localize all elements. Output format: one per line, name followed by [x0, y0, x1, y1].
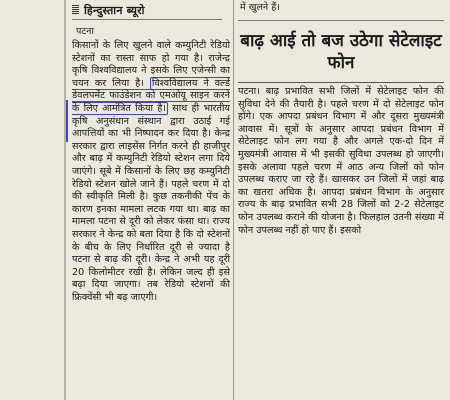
byline-icon [72, 5, 79, 14]
headline: बाढ़ आई तो बज उठेगा सेटेलाइट फोन [240, 31, 442, 73]
dateline: पटना [76, 26, 94, 37]
paragraph-continued: साथ ही भारतीय कृषि अनुसंधान संस्थान द्वारा उठाई गई आपत्तियों का भी निष्पादन कर दिया है। केन्द्र सरकार द्वारा लाइसेंस निर्गत करने ही हाजीपुर और बाढ़ में कम्युनिटी रेडियो स्टेशन लगा दिये जाएंगे। सूबे में किसानों के लिए छह कम्युनिटी रेडियो स्टेशन खोले जाने हैं। पहले चरण में दो की स्वीकृति मिली है। कुछ तकनीकी पेंच के कारण इनका मामला लटक गया था। बाढ़ का मामला पटना से दूरी को लेकर फंसा था। राज्य सरकार ने केन्द्र को बता दिया है कि दो स्टेशनों के बीच के लिए निर्धारित दूरी से ज्यादा है पटना से बाढ़ की दूरी। केन्द्र ने अभी यह दूरी 20 किलोमीटर रखी है। लेकिन जल्द ही इसे बढ़ा दिया जाएगा। तब रेडियो स्टेशनों की फ्रिक्वेंसी भी बढ़ जाएगी। [72, 102, 230, 303]
byline-rule [72, 19, 222, 20]
satellite-article-body: पटना। बाढ़ प्रभावित सभी जिलों में सेटेलाइट फोन की सुविधा देने की तैयारी है। पहले चरण में दो सेटेलाइट फोन होंगे। एक आपदा प्रबंधन विभाग में और दूसरा मुख्यमंत्री आवास में। सूत्रों के अनुसार आपदा प्रबंधन विभाग में सेटेलाइट फोन लग गया है और अगले एक-दो दिन में मुख्यमंत्री आवास में भी इसकी सुविधा उपलब्ध हो जाएगी। इसके अलावा पहले चरण में आठ अन्य जिलों को फोन उपलब्ध कराए जा रहे हैं। खासकर उन जिलों में जहां बाढ़ का खतरा अधिक है। आपदा प्रबंधन विभाग के अनुसार राज्य के बाढ़ प्रभावित सभी 28 जिलों को 2-2 सेटेलाइट फोन उपलब्ध कराने की योजना है। फिलहाल उतनी संख्या में फोन उपलब्ध नहीं हो पाए हैं। इसको [238, 86, 444, 236]
previous-article-tail: में खुलने हैं। [240, 2, 280, 13]
paragraph-intro: किसानों के लिए खुलने वाले कम्युनिटी रेडियो स्टेशनों का रास्ता साफ हो गया है। राजेन्द्र कृषि विश्वविद्यालय ने इसके लिए एजेन्सी का चयन कर लिया है। [72, 40, 230, 89]
pen-highlighted-sentence: विश्वविद्यालय ने वर्ल्ड डेवलपमेंट फाउंडेशन को एमओयू साइन करने के लिए आमंत्रित किया है। [72, 77, 230, 114]
article-body [72, 40, 230, 304]
left-article-column [72, 0, 230, 400]
headline-rule [238, 82, 444, 83]
page-margin-line [64, 0, 66, 400]
pen-margin-mark [66, 100, 68, 142]
byline: हिन्दुस्तान ब्यूरो [84, 4, 145, 17]
column-divider [233, 0, 234, 400]
right-article-column [238, 0, 444, 400]
section-rule [238, 20, 444, 21]
